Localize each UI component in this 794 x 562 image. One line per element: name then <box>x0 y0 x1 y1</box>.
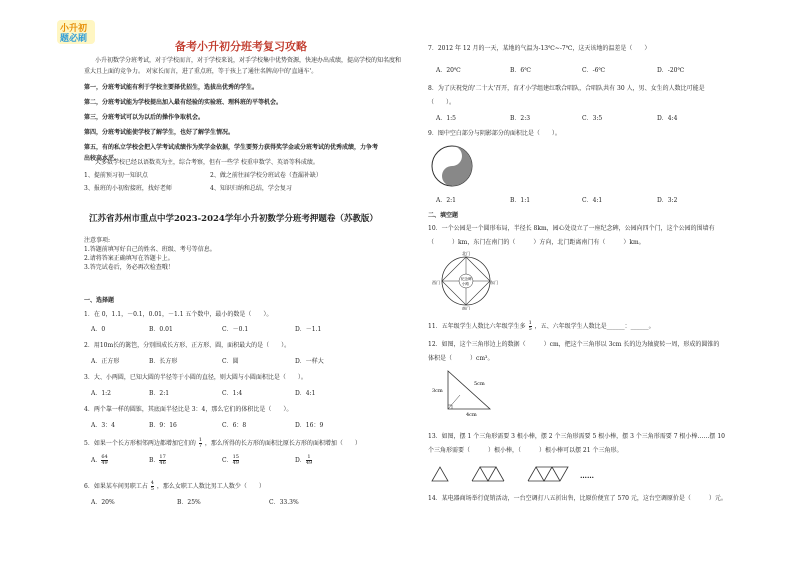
stick-triangles-figure <box>430 463 610 483</box>
question-10-cont: （ ）km，东门在南门的（ ）方向，北门距离南门有（ ）km。 <box>428 239 645 246</box>
side-label: 5cm <box>474 381 485 387</box>
option: D．4:1 <box>295 390 316 397</box>
option: C．4:1 <box>582 197 603 204</box>
side-label: 3cm <box>432 388 443 394</box>
map-label: 东门 <box>490 280 498 285</box>
notice-item: 1.答题前填写好自己的姓名、班级、考号等信息。 <box>84 246 216 253</box>
intro-point: 第四，分班考试能使学校了解学生，也好了解学生情况。 <box>84 129 235 136</box>
denominator: 7 <box>198 443 202 449</box>
question-3: 3．大、小两圆，已知大圆的半径等于小圆的直径，则大圆与小圆面积比是（ ）。 <box>84 374 307 381</box>
question-text: 6．如果某车间男职工占 <box>84 483 148 490</box>
svg-text:小升初: 小升初 <box>60 24 88 34</box>
option: B．1:1 <box>510 197 531 204</box>
map-label: 小路 <box>462 282 469 286</box>
map-label: 西门 <box>432 280 440 285</box>
triangle-figure <box>430 365 500 417</box>
option: B． $\frac{17}{46}$ <box>149 454 166 466</box>
side-label: 4cm <box>466 412 477 417</box>
tip-item: 2、做之前往届学校分班试卷（查漏补缺） <box>210 172 322 179</box>
question-text: 11．五年级学生人数比六年级学生多 <box>428 323 526 330</box>
option: C． $\frac{15}{49}$ <box>222 454 239 466</box>
question-6 <box>84 481 265 492</box>
intro-line: 小升初数学分班考试，对于学校而言，对于学校来说，对手学校集中优势资源，快速办出成绩，提高学校的知名度和 <box>95 57 402 64</box>
notice-title: 注意事项: <box>84 237 111 244</box>
logo-icon <box>56 18 96 46</box>
option: B．0.01 <box>149 326 173 333</box>
option: D． $\frac{1}{49}$ <box>295 454 313 466</box>
numerator: 1 <box>198 437 202 443</box>
option: B．2:1 <box>149 390 170 397</box>
option: B．6℃ <box>510 67 531 74</box>
option: D．4:4 <box>657 115 678 122</box>
option: B．2:3 <box>510 115 531 122</box>
section-fill: 二、填空题 <box>428 212 459 219</box>
question-7: 7．2012 年 12 月的一天，某地的气温为-13℃~-7℃，这天该地的温差是（ ） <box>428 45 651 52</box>
option: C．－0.1 <box>222 326 249 333</box>
question-9: 9．图中空白部分与阴影部分的面积比是（ ）。 <box>428 130 561 137</box>
option: B．长方形 <box>149 358 178 365</box>
option: B．9：16 <box>149 422 177 429</box>
question-10: 10．一个公园是一个圆形布局，半径长 8km，园心处设立了一座纪念碑，公园向四个门，这个公园的围墙有 <box>428 225 715 232</box>
page-title: 备考小升初分班考复习攻略 <box>175 40 307 53</box>
option: C．33.3% <box>269 499 299 506</box>
tip-item: 1、提前预习初一知识点 <box>84 172 148 179</box>
question-13: 13．如图，摆 1 个三角形需要 3 根小棒，摆 2 个三角形需要 5 根小棒，摆 3 个三角形需要 7 根小棒……摆 10 <box>428 433 725 440</box>
question-text: ，那么女职工人数比男工人数少（ ） <box>156 483 265 490</box>
option: C．-6℃ <box>582 67 606 74</box>
fraction: $\frac{4}{5}$ <box>150 480 154 492</box>
option: D．16：9 <box>295 422 324 429</box>
option: A．1:2 <box>91 390 111 397</box>
intro-point: 第一，分班考试能有利于学校主要择优招生，选拔出优秀的学生。 <box>84 84 259 91</box>
question-1: 1．在 0，1.1，－0.1，0.01，－1.1 五个数中，最小的数是（ ）。 <box>84 311 273 318</box>
intro-line: 重大且上面的竞争力。 对家长而言，进了重点班，等于孩上了通往名牌高中的'直通车'。 <box>84 68 318 75</box>
option: D．3:2 <box>657 197 678 204</box>
option: D．-20℃ <box>657 67 685 74</box>
question-14: 14．某电器商场举行促销活动，一台空调打八五折出售，比原价便宜了 570 元，这台空调原价是（ ）元。 <box>428 495 727 502</box>
yin-yang-figure <box>430 144 474 188</box>
question-8-cont: （ ）。 <box>428 99 456 106</box>
park-map-figure <box>432 250 500 310</box>
section-choice: 一、选择题 <box>84 297 115 304</box>
question-2: 2．用10m长的篱笆，分别围成长方形、正方形、圆，面积最大的是（ ）。 <box>84 342 291 349</box>
option: C．圆 <box>222 358 239 365</box>
intro-point: 第五，有的私立学校会把入学考试成绩作为奖学金依据，学生要努力获得奖学金或分班考试的优秀成绩，力争考 <box>84 144 379 151</box>
option: A．正方形 <box>91 358 120 365</box>
tip-item: 4、知识归纳和总结，学会复习 <box>210 185 292 192</box>
option: A．0 <box>91 326 106 333</box>
question-text: ，那么所得的长方形的面积比原长方形的面积增加（ ） <box>204 440 361 447</box>
question-text: ，五、六年级学生人数比是______：______。 <box>534 323 655 330</box>
intro-point: 第二，分班考试能为学校提出加入最有经验的实验班、理科班的平等机会。 <box>84 99 283 106</box>
notice-item: 2.请将答案正确填写在答题卡上。 <box>84 255 174 262</box>
option: A． $\frac{64}{49}$ <box>91 454 108 466</box>
question-4: 4．两个靠一样的圆锥，其底面半径比是 3：4，那么它们的体积比是（ ）。 <box>84 406 293 413</box>
fraction: $\frac{1}{5}$ <box>528 320 532 332</box>
option: C．6：8 <box>222 422 247 429</box>
option: C．3:5 <box>582 115 603 122</box>
map-label: 南门 <box>462 306 470 310</box>
map-label: 纪念碑 <box>461 277 472 281</box>
option: A．3：4 <box>91 422 115 429</box>
question-8: 8．为了庆祝党的'二十大'召开，育才小学组建红歌合唱队，合唱队共有 30 人，男、女生的人数比可能是 <box>428 85 705 92</box>
option: B．25% <box>177 499 201 506</box>
fraction <box>199 438 202 449</box>
exam-title: 江苏省苏州市重点中学2023-2024学年小升初数学分班考押题卷（苏教版） <box>89 214 378 224</box>
ellipsis: …… <box>580 471 594 480</box>
question-12-cont: 体积是（ ）cm³。 <box>428 355 494 362</box>
intro-point: 出较高水平。 <box>84 155 121 162</box>
option: A．1:5 <box>436 115 456 122</box>
notice-item: 3.答完试卷后，务必再次检查哦！ <box>84 264 174 271</box>
question-11 <box>428 321 655 332</box>
map-label: 北门 <box>462 251 470 256</box>
option: A．20℃ <box>436 67 461 74</box>
question-13-cont: 个三角形需要（ ）根小棒，（ ）根小棒可以摆 21 个三角形。 <box>428 447 623 454</box>
option: A．2:1 <box>436 197 456 204</box>
tips-intro: 大多数学校已经以语数英为主，综合考察，但有一些学 校重申数学、英语等科成绩。 <box>95 159 319 166</box>
question-5 <box>84 438 361 449</box>
option: D．一样大 <box>295 358 324 365</box>
option: D．－1.1 <box>295 326 322 333</box>
option: C．1:4 <box>222 390 243 397</box>
question-text: 5．如果一个长方形相邻两边都增加它们的 <box>84 440 196 447</box>
option: A．20% <box>91 499 115 506</box>
tip-item: 3、报班的小初衔接班，找好老师 <box>84 185 172 192</box>
svg-text:题必刷: 题必刷 <box>60 34 88 44</box>
intro-point: 第三，分班考试可以为以后的操作争取机会。 <box>84 114 205 121</box>
question-12: 12．如图，这个三角形边上的数据（ ）cm，把这个三角形以 3cm 长的边为轴旋转一周，形成的圆锥的 <box>428 341 720 348</box>
